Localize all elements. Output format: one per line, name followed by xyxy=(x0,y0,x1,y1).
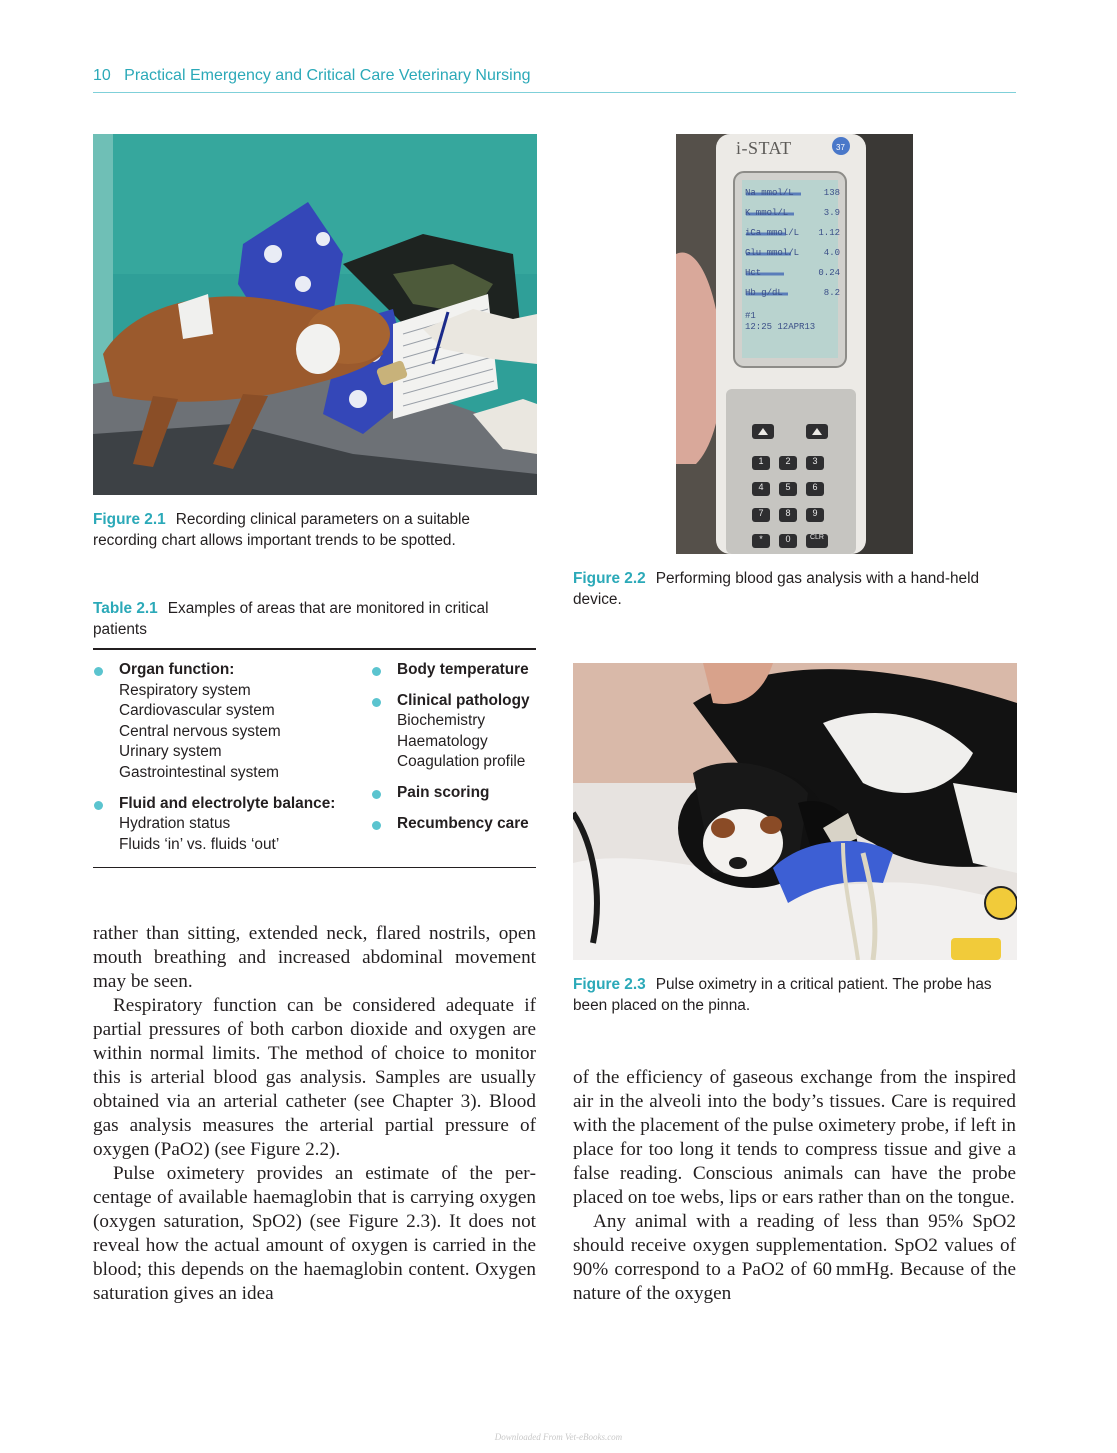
caption-text: Recording clinical parameters on a suitable recording chart allows important trends to be spotted. xyxy=(93,511,470,549)
device-badge: 37 xyxy=(836,143,845,152)
book-title: Practical Emergency and Critical Care Veterinary Nursing xyxy=(124,67,531,84)
table-item-head: Organ function: xyxy=(119,661,235,678)
table-item-head: Recumbency care xyxy=(397,814,529,832)
key-5: 5 xyxy=(785,482,791,492)
key-7: 7 xyxy=(758,508,764,518)
device-footer-line-1: #1 xyxy=(745,311,756,321)
table-item-sub: Respiratory system xyxy=(119,681,251,699)
table-item-sub: Urinary system xyxy=(119,743,222,761)
caption-text: Performing blood gas analysis with a hand-held device. xyxy=(573,570,980,608)
device-readings xyxy=(745,183,840,333)
table-item-head: Body temperature xyxy=(397,661,529,678)
figure-2-1-photo xyxy=(93,134,537,495)
table-item-sub: Haematology xyxy=(397,732,488,750)
reading-row: Na mmol/L 138 xyxy=(745,188,840,198)
table-item-sub: Coagulation profile xyxy=(397,753,526,771)
table-item xyxy=(93,794,361,856)
table-item-sub: Fluids ‘in’ vs. fluids ‘out’ xyxy=(119,835,280,853)
figure-label: Figure 2.1 xyxy=(93,511,166,528)
key-3: 3 xyxy=(812,456,818,466)
running-header xyxy=(93,67,1016,85)
bullet-dot xyxy=(372,667,381,676)
figure-2-3-caption xyxy=(573,974,1017,1016)
key-8: 8 xyxy=(785,508,791,518)
device-brand: i-STAT xyxy=(736,138,792,158)
bullet-dot xyxy=(94,667,103,676)
table-2-1-caption xyxy=(93,598,538,640)
body-column-right xyxy=(573,1066,1016,1306)
body-column-left xyxy=(93,922,536,1306)
header-rule xyxy=(93,92,1016,93)
bullet-dot xyxy=(372,698,381,707)
caption-text: Pulse oximetry in a critical patient. The probe has been placed on the pinna. xyxy=(573,976,992,1014)
reading-row: K mmol/L 3.9 xyxy=(745,208,840,218)
table-item xyxy=(93,660,361,784)
table-item-head: Clinical pathology xyxy=(397,691,530,709)
body-paragraph: rather than sitting, extended neck, flared nostrils, open mouth breathing and increased abdominal movement may be seen. xyxy=(93,923,536,992)
table-caption-text: Examples of areas that are monitored in critical patients xyxy=(93,600,489,638)
bullet-dot xyxy=(372,821,381,830)
table-item-head: Fluid and electrolyte balance: xyxy=(119,794,336,812)
reading-row: Hb g/dL 8.2 xyxy=(745,288,840,298)
table-column-left xyxy=(93,660,361,865)
figure-label: Figure 2.2 xyxy=(573,570,646,587)
reading-row: Hct 0.24 xyxy=(745,268,840,278)
table-item xyxy=(371,783,541,804)
table-item xyxy=(371,660,541,681)
key-1: 1 xyxy=(758,456,764,466)
table-item-sub: Hydration status xyxy=(119,815,231,833)
download-watermark: Downloaded From Vet-eBooks.com xyxy=(494,1432,623,1442)
bullet-dot xyxy=(94,801,103,810)
body-paragraph: Any animal with a reading of less than 95% SpO2 should receive oxygen supplementation. SpO2 values of 90% correspond to a PaO2 of 60 mmHg. Because of the nature of the oxygen xyxy=(573,1211,1016,1304)
bullet-dot xyxy=(372,790,381,799)
reading-row: Glu mmol/L 4.0 xyxy=(745,248,840,258)
table-item xyxy=(371,691,541,773)
figure-label: Figure 2.3 xyxy=(573,976,646,993)
reading-row: iCa mmol/L 1.12 xyxy=(745,228,840,238)
table-rule-bottom xyxy=(93,867,536,868)
key-star: * xyxy=(759,534,763,544)
page-number: 10 xyxy=(93,67,111,84)
table-item-sub: Biochemistry xyxy=(397,712,486,730)
body-paragraph: Respiratory function can be considered adequate if partial pressures of both carbon dioxide and oxygen are within normal limits. The method of choice to monitor this is arterial blood gas analysis. Samples are usually obtained via an arterial catheter (see Chapter 3). Blood gas analysis measures the arterial partial pressure of oxygen (PaO2) (see Figure 2.2). xyxy=(93,995,536,1160)
key-0: 0 xyxy=(785,534,791,544)
key-clr: CLR xyxy=(809,534,824,541)
table-item-sub: Cardiovascular system xyxy=(119,702,275,720)
table-item-head: Pain scoring xyxy=(397,783,490,801)
table-rule-top xyxy=(93,648,536,650)
table-item-sub: Gastrointestinal system xyxy=(119,763,279,781)
key-6: 6 xyxy=(812,482,818,492)
table-item-sub: Central nervous system xyxy=(119,722,281,740)
device-footer-line-2: 12:25 12APR13 xyxy=(745,322,816,332)
figure-2-1-caption xyxy=(93,509,538,551)
figure-2-2-caption xyxy=(573,568,1017,610)
body-paragraph: Pulse oximetery provides an estimate of the percentage of available haemaglobin that is carrying oxygen (oxygen saturation, SpO2) (see Figure 2.3). It does not reveal how the actual amount of oxygen is carried in the blood; this depends on the haemaglobin content. Oxygen saturation gives an idea xyxy=(93,1163,536,1304)
body-paragraph: of the efficiency of gaseous exchange from the inspired air in the alveoli into the body’s tissues. Care is required with the placement of the pulse oximetery probe, if left in place for too long it tends to compress tissue and give a false reading. Conscious animals can have the probe placed on toe webs, lips or ears rather than on the tongue. xyxy=(573,1067,1016,1208)
key-4: 4 xyxy=(758,482,764,492)
table-item xyxy=(371,814,541,835)
table-column-right xyxy=(371,660,541,844)
key-9: 9 xyxy=(812,508,818,518)
figure-2-3-photo xyxy=(573,663,1017,960)
table-label: Table 2.1 xyxy=(93,600,158,617)
key-2: 2 xyxy=(785,456,791,466)
